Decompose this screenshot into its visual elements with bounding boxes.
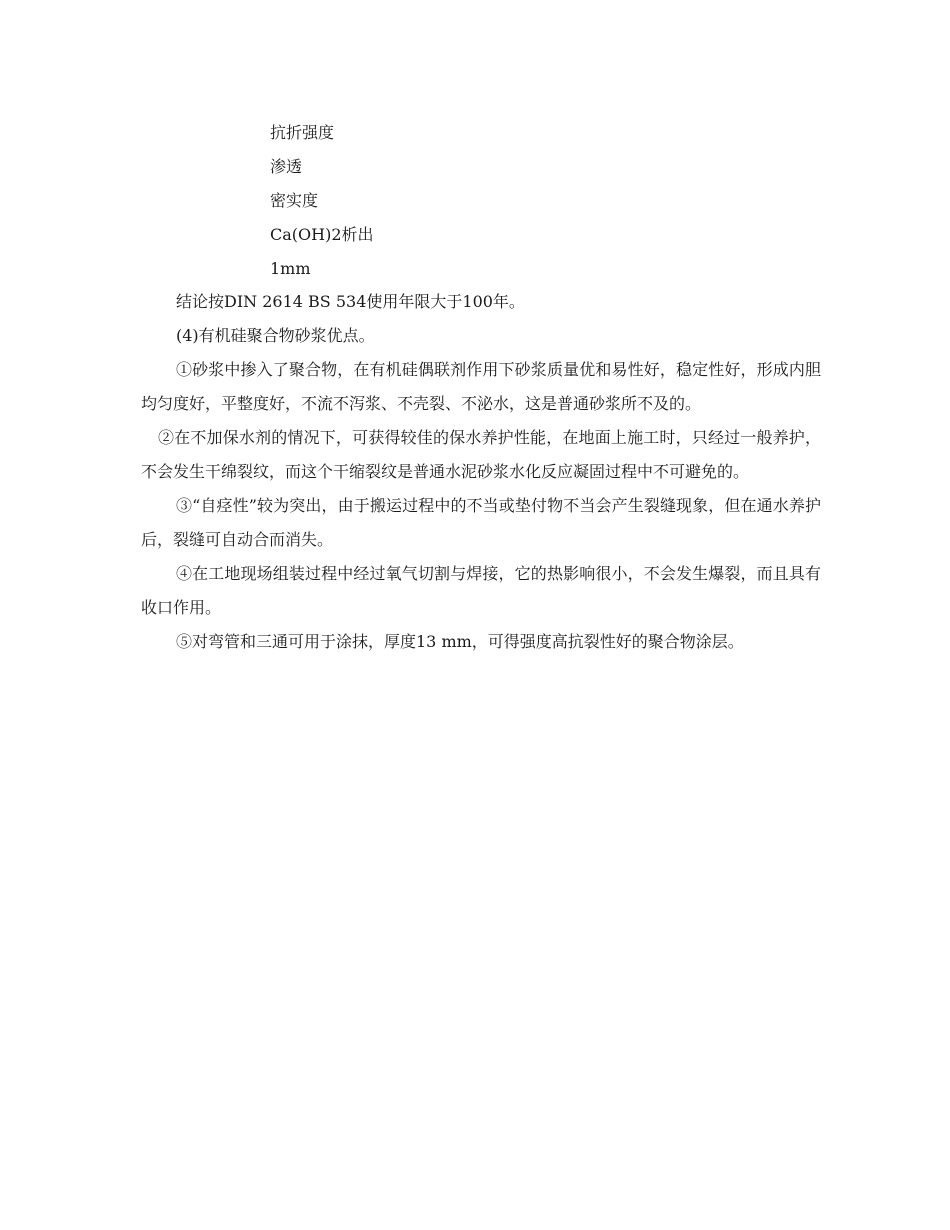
body-text	[141, 285, 821, 659]
paragraph-advantage-3: ③“自痉性”较为突出，由于搬运过程中的不当或垫付物不当会产生裂缝现象，但在通水养护后，裂缝可自动合而消失。	[141, 496, 821, 549]
paragraph-advantage-2: ②在不加保水剂的情况下，可获得较佳的保水养护性能，在地面上施工时，只经过一般养护，不会发生干绵裂纹，而这个干缩裂纹是普通水泥砂浆水化反应凝固过程中不可避免的。	[141, 428, 821, 481]
property-list	[270, 116, 670, 286]
list-item: 密实度	[270, 191, 319, 210]
list-item: 1mm	[270, 259, 311, 278]
section-heading: (4)有机硅聚合物砂浆优点。	[176, 326, 375, 345]
paragraph-advantage-1: ①砂浆中掺入了聚合物，在有机硅偶联剂作用下砂浆质量优和易性好，稳定性好，形成内胆均匀度好，平整度好，不流不泻浆、不壳裂、不泌水，这是普通砂浆所不及的。	[141, 360, 821, 413]
list-item: 抗折强度	[270, 123, 335, 142]
paragraph-advantage-4: ④在工地现场组装过程中经过氧气切割与焊接，它的热影响很小，不会发生爆裂，而且具有收口作用。	[141, 564, 821, 617]
list-item: 渗透	[270, 157, 303, 176]
paragraph-advantage-5: ⑤对弯管和三通可用于涂抹，厚度13 mm，可得强度高抗裂性好的聚合物涂层。	[176, 632, 744, 651]
conclusion-paragraph: 结论按DIN 2614 BS 534使用年限大于100年。	[176, 292, 525, 311]
list-item: Ca(OH)2析出	[270, 225, 374, 244]
